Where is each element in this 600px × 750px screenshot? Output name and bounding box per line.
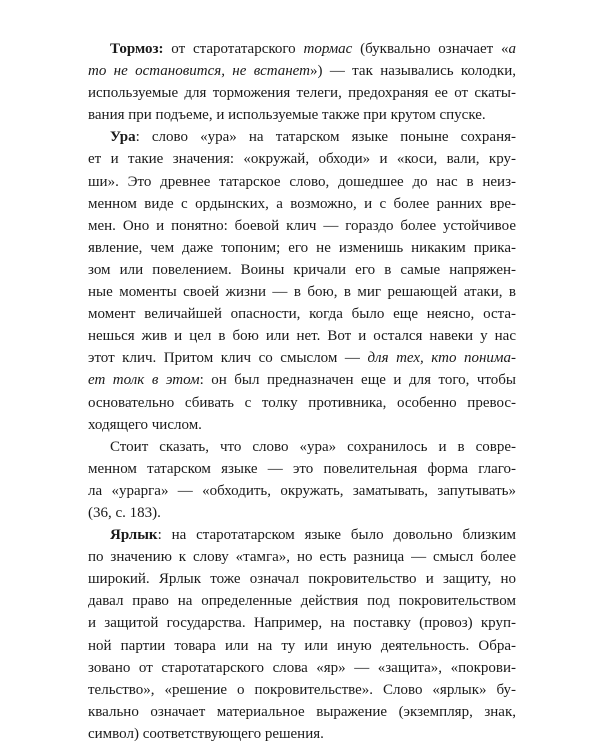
italic-text: то не остановится, не встанет [88, 63, 310, 80]
text-line [88, 436, 516, 458]
term-heading: Ура [110, 129, 136, 146]
text-line [88, 414, 516, 436]
text-line [88, 568, 516, 590]
italic-text: тормас [303, 41, 353, 57]
text-line [88, 193, 516, 215]
text-line [88, 148, 516, 170]
text-line [88, 171, 516, 193]
text-line [88, 546, 516, 568]
italic-text: ет толк в этом [88, 372, 200, 389]
text-line [88, 82, 516, 104]
text-run: (буквально означает « [352, 41, 509, 57]
text-run: ») — так назывались колодки, [309, 63, 516, 80]
text-line [88, 657, 516, 679]
text-line [88, 215, 516, 237]
text-line [88, 679, 516, 701]
page-body [88, 38, 516, 745]
text-line [88, 60, 516, 82]
text-line [88, 325, 516, 347]
text-run: ет и такие значения: «окружай, обходи» и «коси, вали, кру- [88, 151, 516, 168]
text-run: менном татарском языке — это повелительная форма глаго- [88, 460, 516, 477]
text-line [88, 701, 516, 723]
paragraph-yarlyk [88, 524, 516, 745]
text-run: : слово «ура» на татарском языке поныне сохраня- [135, 129, 516, 146]
text-line [88, 281, 516, 303]
text-run: мен. Оно и понятно: боевой клич — гораздо более устойчивое [88, 217, 516, 234]
text-run: тельство», «решение о покровительстве». Слово «ярлык» бу- [88, 681, 516, 698]
text-line [88, 303, 516, 325]
term-heading: Ярлык [110, 527, 158, 544]
text-run: ной партии товара или на ту или иную деятельность. Обра- [88, 637, 516, 654]
text-line [88, 126, 516, 148]
text-run: зовано от старотатарского слова «яр» — «защита», «покрови- [88, 659, 516, 676]
paragraph-ura [88, 126, 516, 435]
text-run: ные моменты своей жизни — в бою, в миг решающей атаки, в [88, 284, 516, 301]
text-run: и защитой государства. Например, на поставку (провоз) круп- [88, 615, 516, 632]
text-line [88, 347, 516, 369]
text-run: (36, с. 183). [88, 504, 161, 521]
text-run: широкий. Ярлык тоже означал покровительство и защиту, но [88, 571, 516, 588]
text-run: момент величайшей опасности, когда было еще неясно, оста- [88, 306, 516, 323]
text-run: вания при подъеме, и используемые также при крутом спуске. [88, 107, 486, 124]
text-run: нешься жив и цел в бою или нет. Вот и остался навеки у нас [88, 328, 516, 345]
text-run: от старотатарского [163, 41, 304, 57]
text-line [88, 104, 516, 126]
text-run: этот клич. Притом клич со смыслом — [88, 350, 368, 367]
text-line [88, 458, 516, 480]
text-line [88, 480, 516, 502]
text-line [88, 524, 516, 546]
text-line [88, 723, 516, 745]
text-run: ла «ураргa» — «обходить, окружать, заматывать, запутывать» [88, 482, 516, 499]
text-line [88, 590, 516, 612]
term-heading: Тормоз: [110, 41, 164, 57]
text-run: Стоит сказать, что слово «ура» сохранилось и в совре- [110, 438, 516, 455]
paragraph-ura2 [88, 436, 516, 524]
text-run: : он был предназначен еще и для того, чтобы [199, 372, 516, 389]
text-line [88, 635, 516, 657]
text-run: зом или повелением. Воины кричали его в самые напряжен- [88, 261, 516, 278]
text-run: символ) соответствующего решения. [88, 725, 324, 742]
text-run: по значению к слову «тамга», но есть разница — смысл более [88, 549, 516, 566]
italic-text: а [508, 41, 516, 57]
text-line [88, 369, 516, 391]
text-line [88, 38, 516, 60]
text-run: основательно сбивать с толку противника, особенно превос- [88, 394, 516, 411]
text-run: менном виде с ордынских, а возможно, и с более ранних вре- [88, 195, 516, 212]
text-line [88, 612, 516, 634]
text-run: используемые для торможения телеги, предохраняя ее от скаты- [88, 85, 516, 102]
text-run: квально означает материальное выражение (экземпляр, знак, [88, 703, 516, 720]
text-line [88, 259, 516, 281]
text-line [88, 502, 516, 524]
text-run: ши». Это древнее татарское слово, дошедшее до нас в неиз- [88, 173, 516, 190]
italic-text: для тех, кто понима- [367, 350, 516, 367]
text-run: давал право на определенные действия под покровительством [88, 593, 516, 610]
text-line [88, 237, 516, 259]
text-run: ходящего числом. [88, 416, 202, 433]
paragraph-tormoz [88, 38, 516, 126]
text-line [88, 392, 516, 414]
text-run: явление, чем даже топоним; его не изменишь никаким прика- [88, 239, 516, 256]
text-run: : на старотатарском языке было довольно близким [157, 527, 516, 544]
